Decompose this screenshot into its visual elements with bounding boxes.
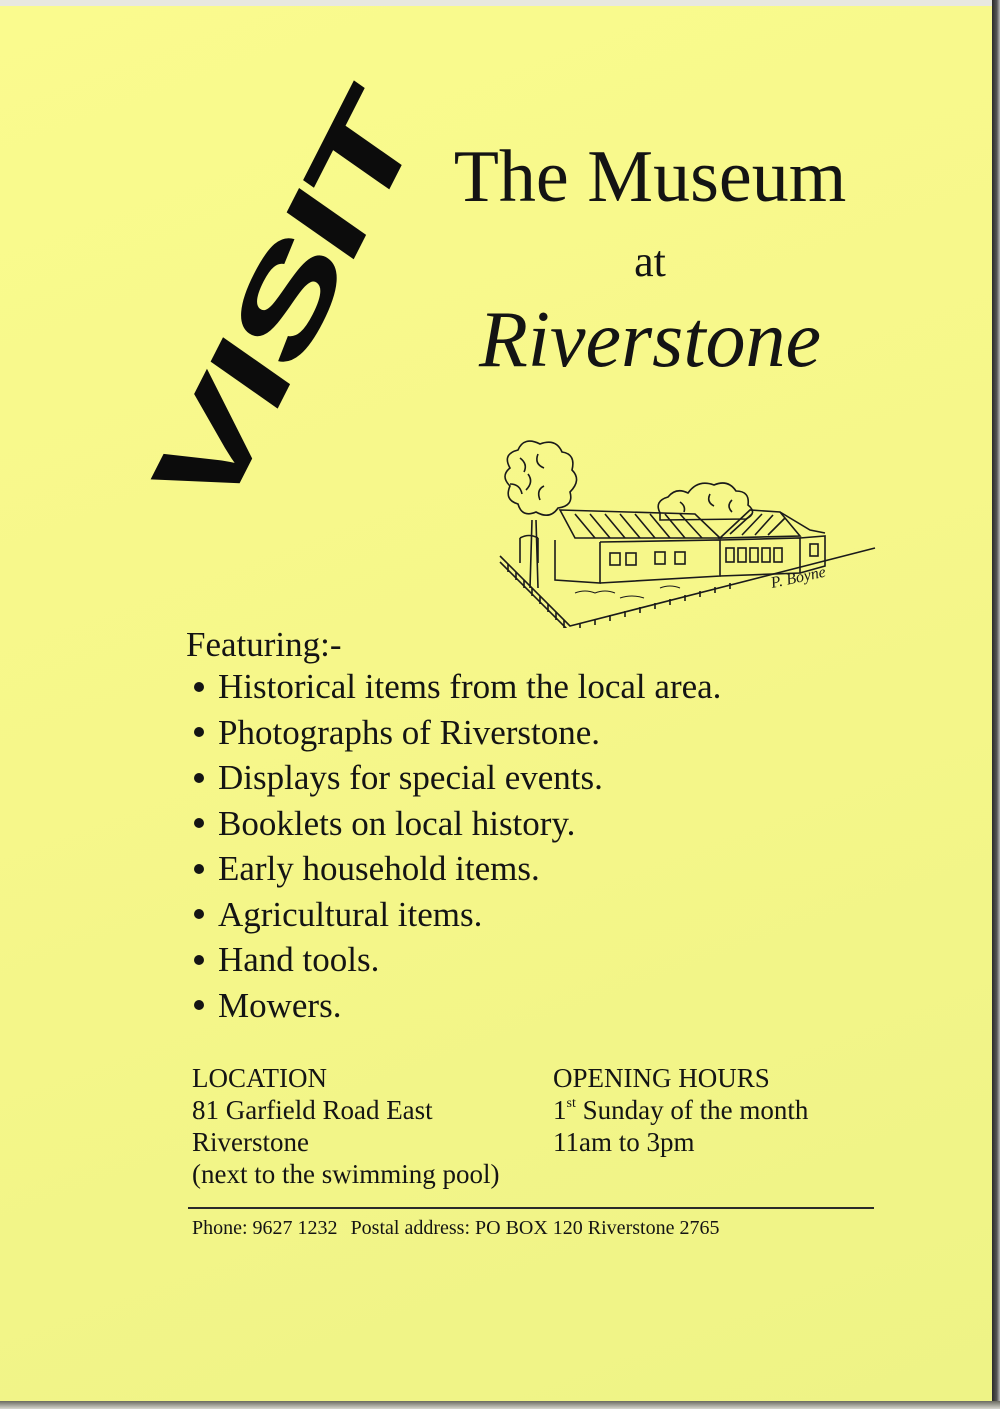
contact-footer xyxy=(192,1217,719,1240)
museum-title: The Museum xyxy=(453,136,847,218)
location-suburb: Riverstone xyxy=(192,1127,309,1157)
feature-text: Historical items from the local area. xyxy=(218,667,722,706)
fence xyxy=(500,548,875,628)
scan-edge-bottom xyxy=(0,1401,1000,1409)
featuring-heading: Featuring:- xyxy=(186,625,342,664)
title-connector: at xyxy=(634,237,666,286)
feature-text: Agricultural items. xyxy=(218,894,483,934)
phone-number: Phone: 9627 1232 xyxy=(192,1217,338,1239)
day-ordinal: 1 xyxy=(553,1095,567,1125)
features-list xyxy=(186,664,721,1028)
bullet-icon xyxy=(194,955,204,965)
list-item xyxy=(186,937,721,983)
list-item xyxy=(186,755,721,801)
place-name: Riverstone xyxy=(478,296,822,384)
hours-heading: OPENING HOURS xyxy=(553,1063,770,1093)
feature-text: Displays for special events. xyxy=(218,758,603,797)
bullet-icon xyxy=(194,818,204,828)
visit-headline: VISIT xyxy=(129,69,441,543)
bullet-icon xyxy=(194,682,204,692)
day-description: Sunday of the month xyxy=(575,1095,809,1125)
illustration-signature: P. Boyne xyxy=(769,563,828,592)
museum-building-illustration xyxy=(480,438,880,628)
location-note: (next to the swimming pool) xyxy=(192,1159,500,1189)
list-item xyxy=(186,846,721,892)
location-street: 81 Garfield Road East xyxy=(192,1095,433,1125)
footer-divider xyxy=(188,1207,874,1209)
postal-address: Postal address: PO BOX 120 Riverstone 2765 xyxy=(350,1217,720,1239)
bullet-icon xyxy=(194,1000,204,1010)
feature-text: Hand tools. xyxy=(218,940,380,979)
feature-text: Mowers. xyxy=(218,985,342,1025)
bullet-icon xyxy=(194,773,204,783)
bullet-icon xyxy=(194,909,204,919)
window-icons xyxy=(610,544,818,565)
list-item xyxy=(186,710,721,756)
bullet-icon xyxy=(194,727,204,737)
location-heading: LOCATION xyxy=(192,1063,327,1093)
list-item xyxy=(186,892,721,938)
scan-edge-right xyxy=(992,0,1000,1409)
day-ordinal-suffix: st xyxy=(566,1096,576,1111)
bullet-icon xyxy=(194,864,204,874)
opening-hours-block xyxy=(553,1062,808,1158)
feature-text: Booklets on local history. xyxy=(218,803,576,843)
location-block xyxy=(192,1062,499,1190)
feature-text: Photographs of Riverstone. xyxy=(218,712,601,752)
tree-icon xyxy=(658,483,752,520)
list-item xyxy=(186,983,721,1029)
hours-day xyxy=(553,1094,808,1126)
list-item xyxy=(186,664,721,710)
tree-icon xyxy=(505,441,577,588)
feature-text: Early household items. xyxy=(218,849,540,888)
list-item xyxy=(186,801,721,847)
hours-times: 11am to 3pm xyxy=(553,1127,695,1157)
